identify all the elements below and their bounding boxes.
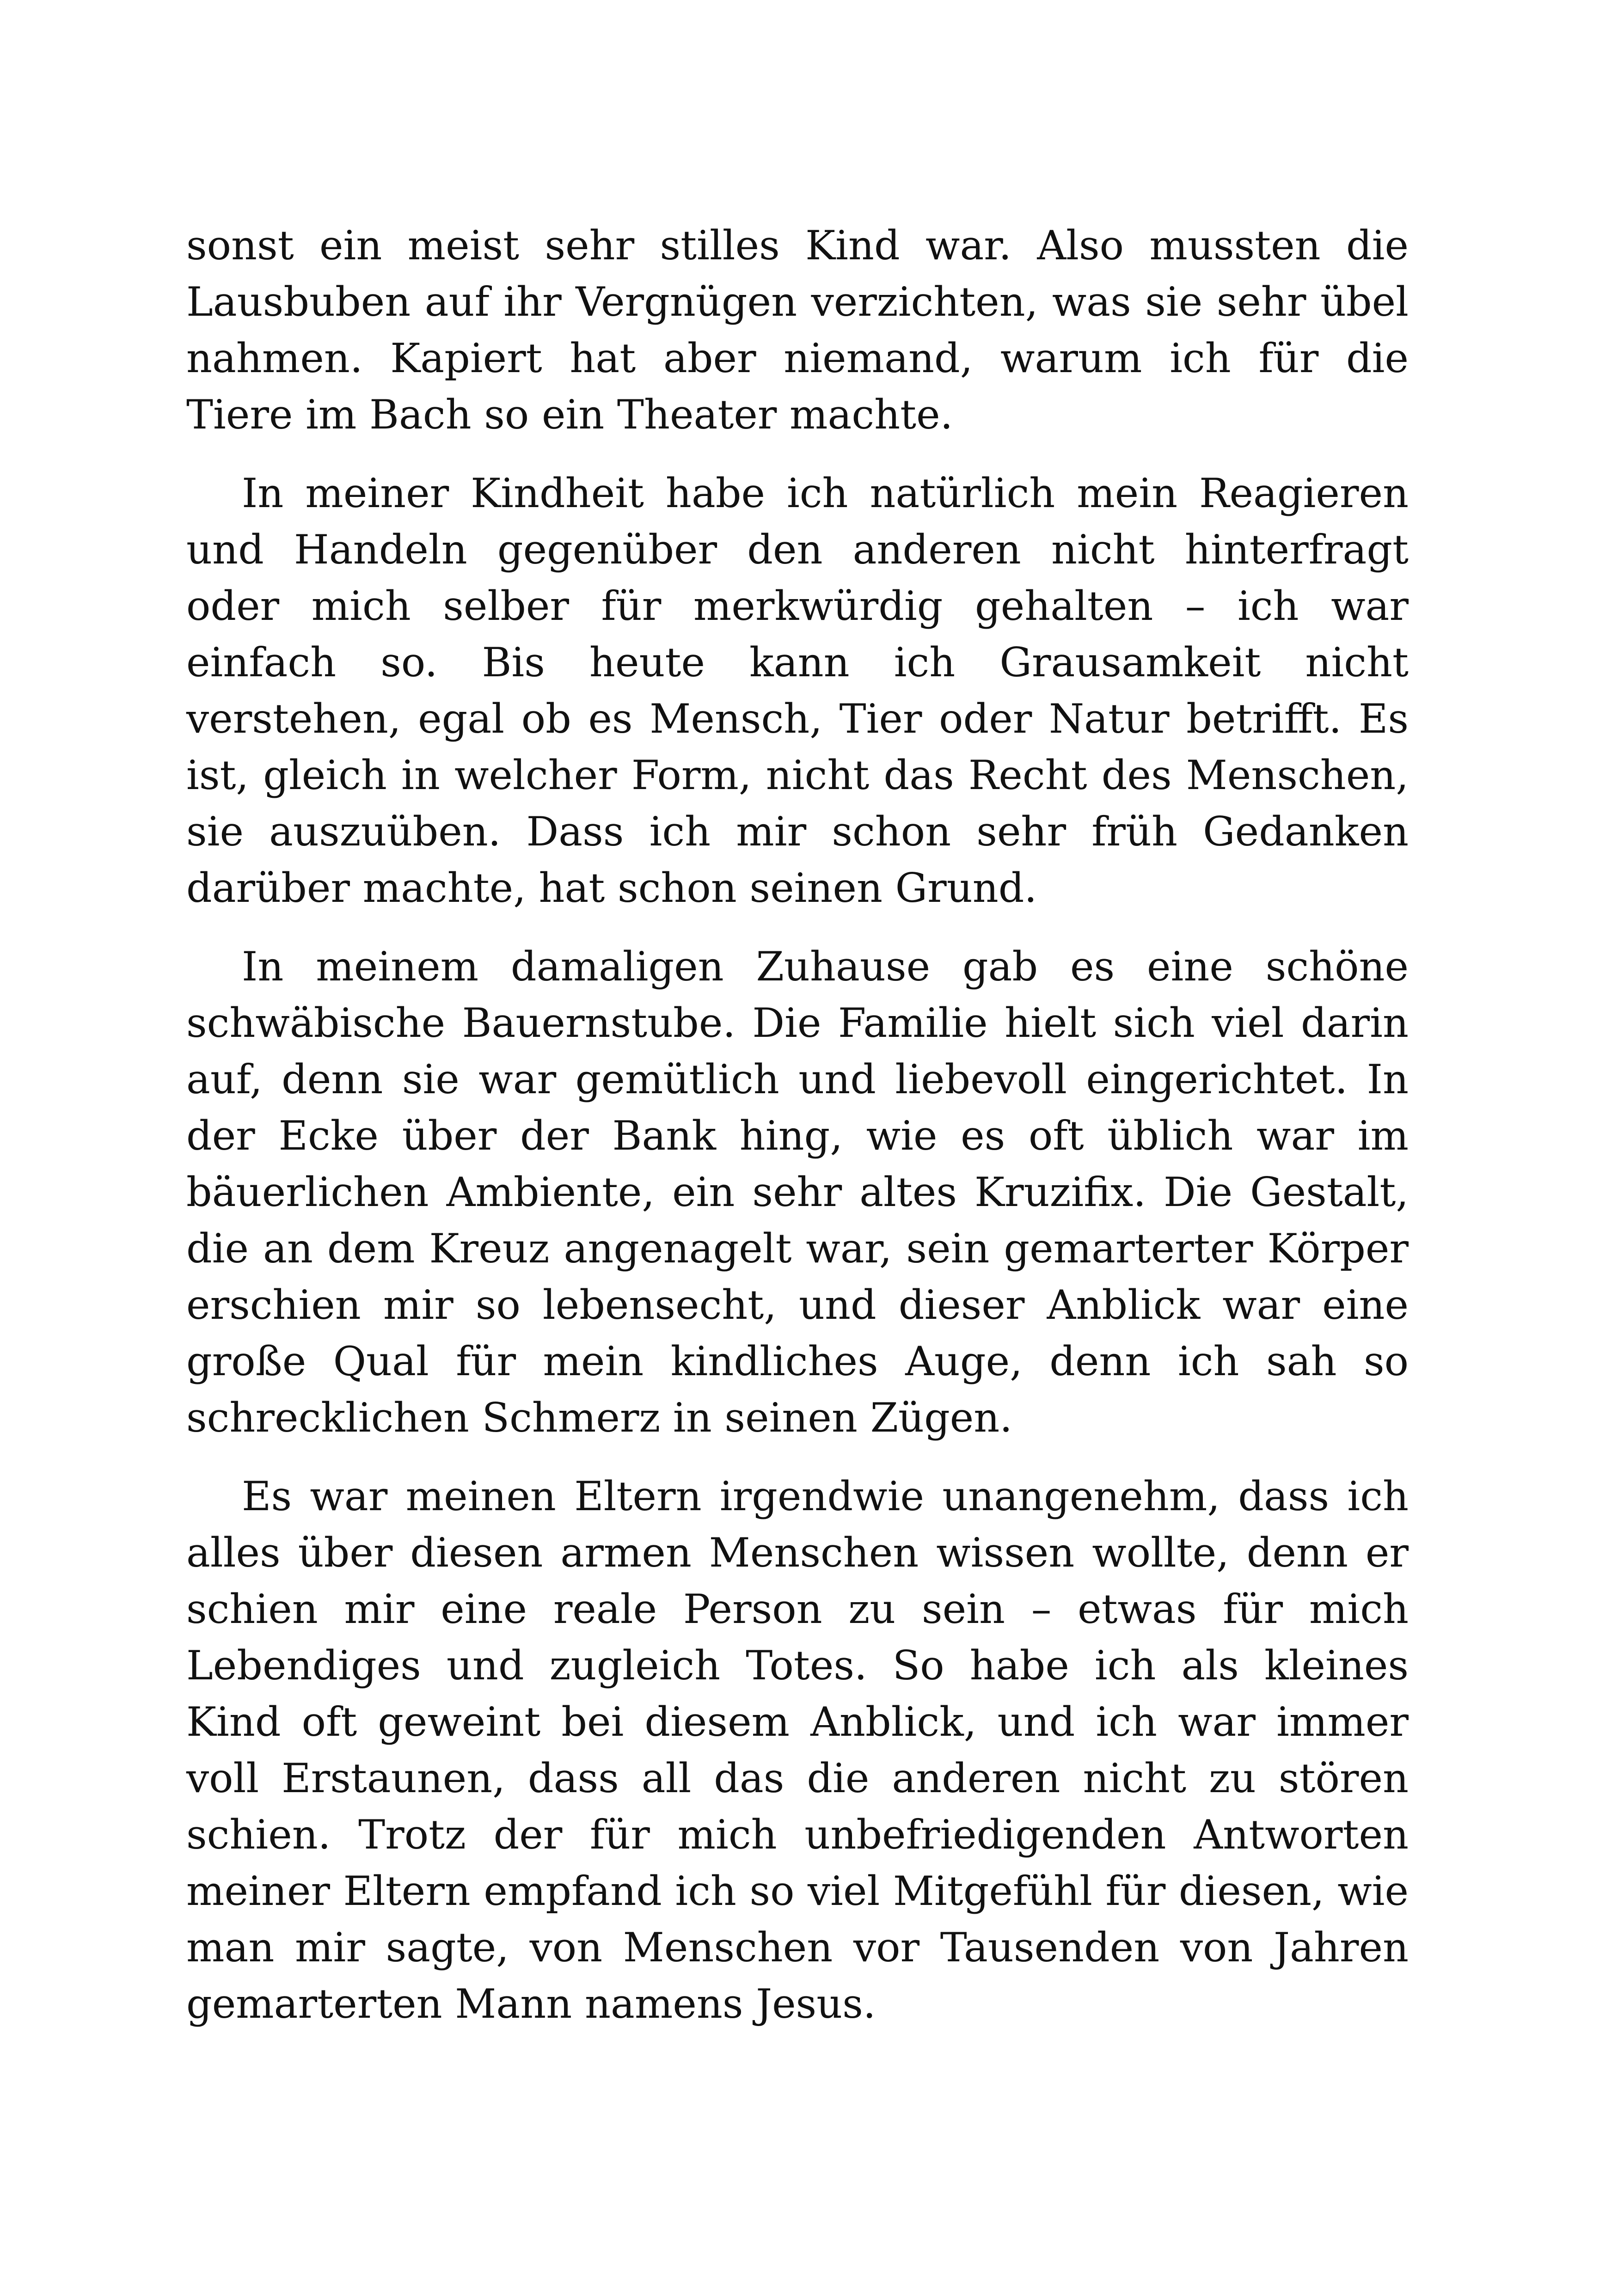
paragraph-3: In meinem damaligen Zuhause gab es eine schöne schwäbische Bauernstube. Die Familie hielt sich viel darin auf, denn sie war gemütlich und liebevoll eingerichtet. In der Ecke über der Bank hing, wie es oft üblich war im bäuerlichen Ambiente, ein sehr altes Kruzifix. Die Gestalt, die an dem Kreuz angenagelt war, sein gemarterter Körper erschien mir so lebensecht, und dieser Anblick war eine große Qual für mein kindliches Auge, denn ich sah so schrecklichen Schmerz in seinen Zügen. [186, 943, 1409, 1441]
paragraph-4: Es war meinen Eltern irgendwie unangenehm, dass ich alles über diesen armen Menschen wissen wollte, denn er schien mir eine reale Person zu sein – etwas für mich Lebendiges und zugleich Totes. So habe ich als kleines Kind oft geweint bei diesem Anblick, und ich war immer voll Erstaunen, dass all das die anderen nicht zu stören schien. Trotz der für mich unbefriedigenden Antworten meiner Eltern empfand ich so viel Mitgefühl für diesen, wie man mir sagte, von Menschen vor Tausenden von Jahren gemarterten Mann namens Jesus. [186, 1473, 1409, 2027]
paragraph-1: sonst ein meist sehr stilles Kind war. Also mussten die Lausbuben auf ihr Vergnügen verzichten, was sie sehr übel nahmen. Kapiert hat aber niemand, warum ich für die Tiere im Bach so ein Theater machte. [186, 222, 1409, 438]
body-text [186, 217, 1409, 2054]
paragraph-2: In meiner Kindheit habe ich natürlich mein Reagieren und Handeln gegenüber den anderen nicht hinterfragt oder mich selber für merkwürdig gehalten – ich war einfach so. Bis heute kann ich Grausamkeit nicht verstehen, egal ob es Mensch, Tier oder Natur betrifft. Es ist, gleich in welcher Form, nicht das Recht des Menschen, sie auszuüben. Dass ich mir schon sehr früh Gedanken darüber machte, hat schon seinen Grund. [186, 470, 1409, 912]
